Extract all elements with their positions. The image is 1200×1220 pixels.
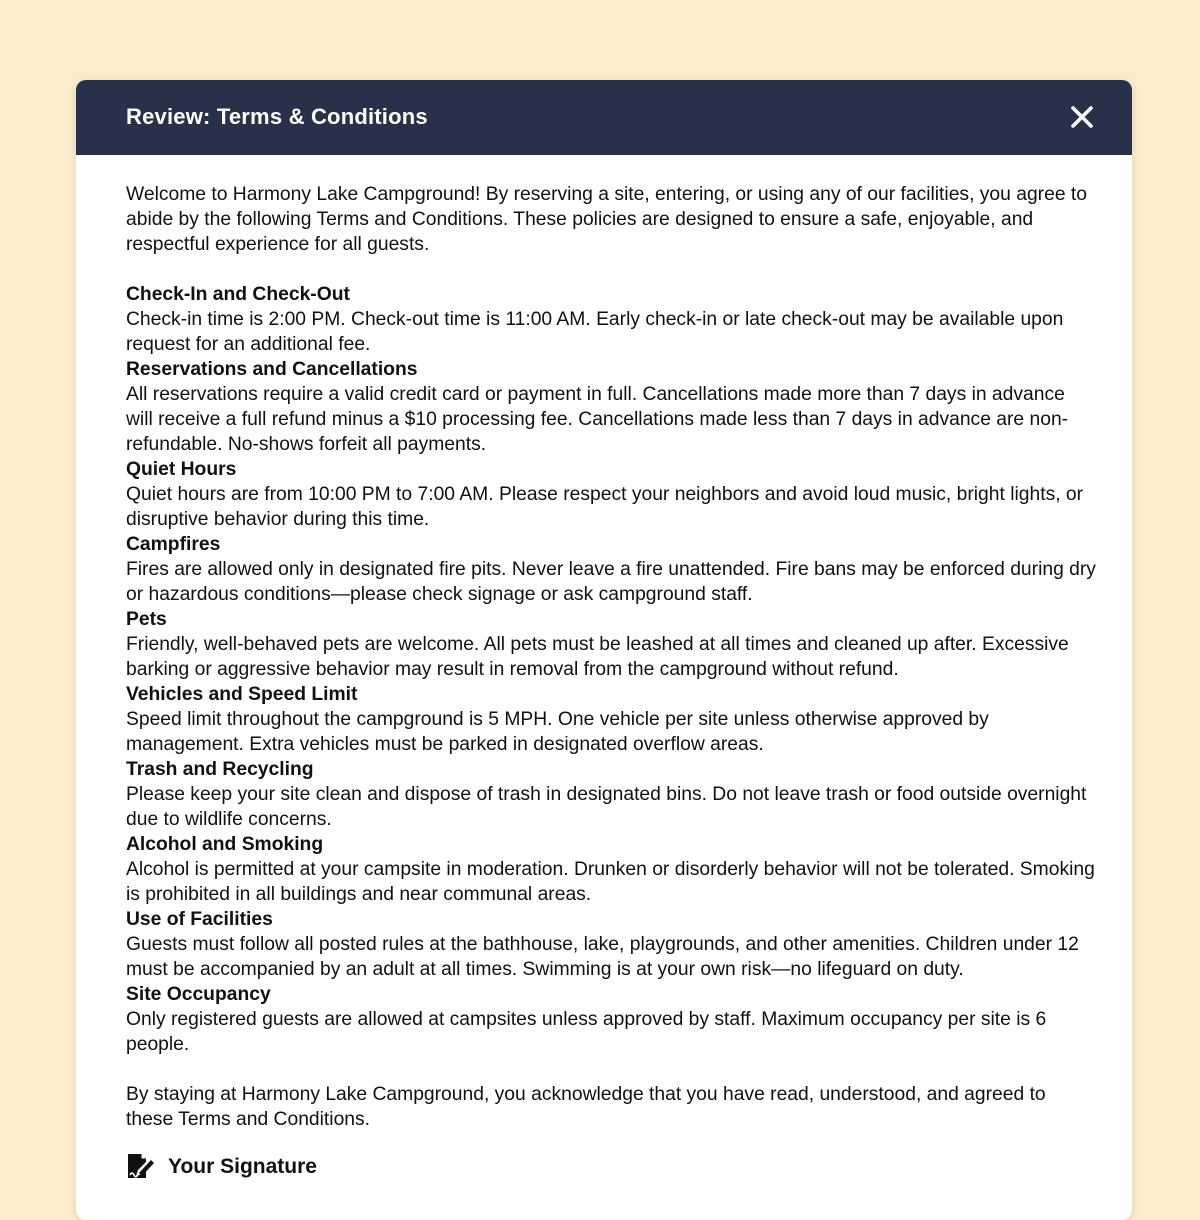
terms-section: [126, 457, 1096, 532]
section-title: Use of Facilities: [126, 909, 273, 930]
terms-section: [126, 282, 1096, 357]
section-title: Pets: [126, 609, 167, 630]
signature-header: [126, 1152, 1096, 1180]
terms-section: [126, 532, 1096, 607]
terms-section: [126, 682, 1096, 757]
section-text: Speed limit throughout the campground is 5 MPH. One vehicle per site unless otherwise approved by management. Extra vehicles must be parked in designated overflow areas.: [126, 709, 989, 755]
section-title: Trash and Recycling: [126, 759, 314, 780]
terms-section: [126, 907, 1096, 982]
dialog-header: [76, 80, 1132, 155]
section-text: Please keep your site clean and dispose of trash in designated bins. Do not leave trash or food outside overnight due to wildlife concerns.: [126, 784, 1087, 830]
section-text: Quiet hours are from 10:00 PM to 7:00 AM. Please respect your neighbors and avoid loud music, bright lights, or disruptive behavior during this time.: [126, 484, 1084, 530]
terms-section: [126, 357, 1096, 457]
section-text: Check-in time is 2:00 PM. Check-out time is 11:00 AM. Early check-in or late check-out may be available upon request for an additional fee.: [126, 309, 1064, 355]
terms-dialog: [76, 80, 1132, 1220]
section-title: Campfires: [126, 534, 221, 555]
section-text: All reservations require a valid credit card or payment in full. Cancellations made more than 7 days in advance will receive a full refund minus a $10 processing fee. Cancellations made less than 7 days in advance are non-refundable. No-shows forfeit all payments.: [126, 384, 1069, 455]
section-text: Guests must follow all posted rules at the bathhouse, lake, playgrounds, and other amenities. Children under 12 must be accompanied by an adult at all times. Swimming is at your own risk—no lifeguard on duty.: [126, 934, 1079, 980]
close-icon: [1066, 101, 1098, 133]
section-title: Site Occupancy: [126, 984, 271, 1005]
signature-label: Your Signature: [168, 1154, 317, 1178]
section-title: Alcohol and Smoking: [126, 834, 324, 855]
section-title: Vehicles and Speed Limit: [126, 684, 358, 705]
section-title: Check-In and Check-Out: [126, 284, 350, 305]
section-text: Alcohol is permitted at your campsite in moderation. Drunken or disorderly behavior will not be tolerated. Smoking is prohibited in all buildings and near communal areas.: [126, 859, 1095, 905]
close-button[interactable]: [1066, 101, 1098, 133]
section-title: Quiet Hours: [126, 459, 237, 480]
section-text: Only registered guests are allowed at campsites unless approved by staff. Maximum occupancy per site is 6 people.: [126, 1009, 1047, 1055]
signature-icon: [126, 1152, 156, 1180]
closing-paragraph: By staying at Harmony Lake Campground, you acknowledge that you have read, understood, and agreed to these Terms and Conditions.: [126, 1084, 1046, 1130]
section-text: Fires are allowed only in designated fire pits. Never leave a fire unattended. Fire bans may be enforced during dry or hazardous conditions—please check signage or ask campground staff.: [126, 559, 1096, 605]
intro-paragraph: Welcome to Harmony Lake Campground! By reserving a site, entering, or using any of our facilities, you agree to abide by the following Terms and Conditions. These policies are designed to ensure a safe, enjoyable, and respectful experience for all guests.: [126, 184, 1087, 255]
terms-section: [126, 832, 1096, 907]
terms-content: [126, 182, 1096, 1180]
terms-section: [126, 982, 1096, 1057]
dialog-title: Review: Terms & Conditions: [126, 104, 428, 129]
terms-section: [126, 757, 1096, 832]
section-text: Friendly, well-behaved pets are welcome. All pets must be leashed at all times and cleaned up after. Excessive barking or aggressive behavior may result in removal from the campground without refund.: [126, 634, 1069, 680]
section-title: Reservations and Cancellations: [126, 359, 418, 380]
terms-section: [126, 607, 1096, 682]
